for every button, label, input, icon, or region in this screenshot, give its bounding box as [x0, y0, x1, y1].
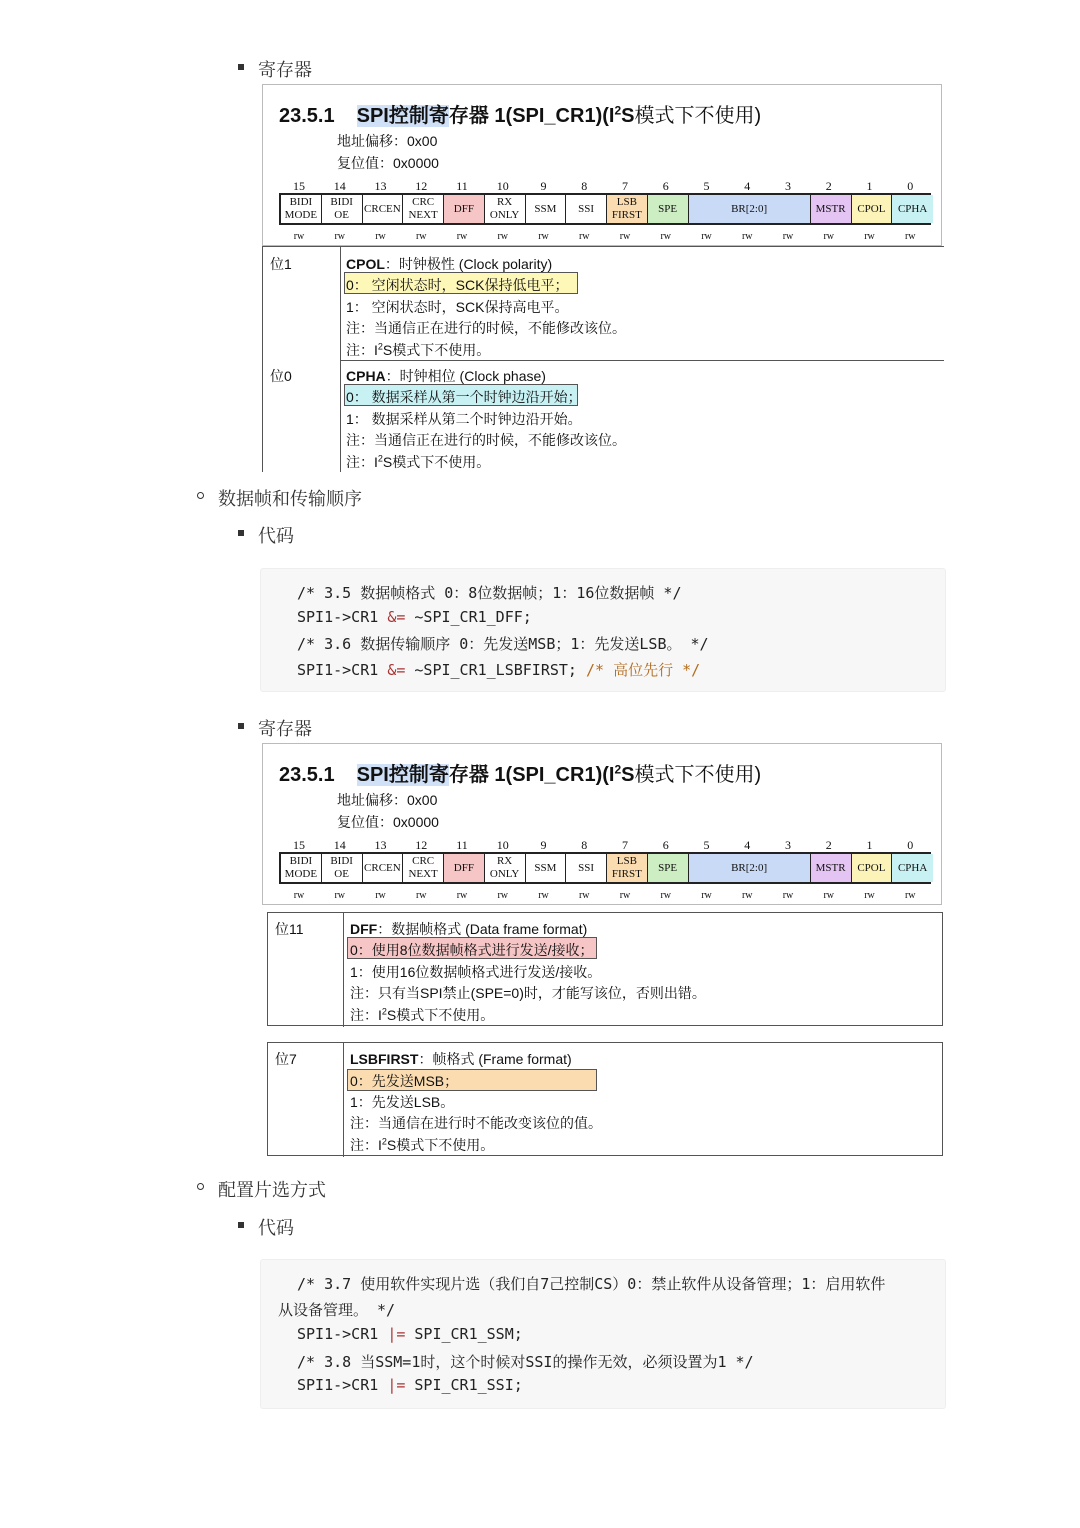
bit-field: BR[2:0] [689, 854, 811, 882]
value-0: 0： 数据采样从第一个时钟边沿开始； [346, 389, 582, 405]
code-comment: /* 3.7 使用软件实现片选（我们自7己控制CS）0：禁止软件从设备管理；1：启用软件 [297, 1275, 886, 1293]
register-figure [262, 743, 942, 905]
bit-field: DFF [444, 195, 485, 223]
code-comment: 从设备管理。 */ [278, 1301, 396, 1319]
access-row [279, 231, 931, 243]
bit-number: 14 [333, 179, 346, 193]
access-type: rw [619, 231, 631, 242]
bit-field: BIDI OE [322, 195, 363, 223]
bit-description-table [262, 246, 944, 472]
access-type: rw [864, 231, 875, 242]
access-type: rw [701, 890, 712, 901]
access-type: rw [823, 231, 835, 242]
bit-field-row [279, 193, 931, 225]
access-type: rw [538, 890, 549, 901]
bit-number: 4 [744, 838, 751, 852]
bit-number: 1 [866, 179, 873, 193]
bit-number: 4 [744, 179, 751, 193]
bit-position: 位1 [270, 256, 292, 272]
access-type: rw [782, 231, 794, 242]
bit-number: 3 [785, 838, 791, 852]
bit-position: 位7 [275, 1051, 297, 1067]
reset-value: 复位值：0x0000 [337, 155, 439, 171]
list-bullet [238, 1222, 244, 1228]
value-0: 0： 空闲状态时，SCK保持低电平； [346, 277, 569, 293]
bit-position: 位0 [270, 368, 292, 384]
bit-field: BR[2:0] [689, 195, 811, 223]
bit-position: 位11 [275, 921, 304, 937]
bit-field: SSM [526, 854, 567, 882]
bit-number: 5 [703, 179, 710, 193]
bit-number: 2 [825, 179, 832, 193]
bit-field: DFF [444, 854, 485, 882]
code-label: 代码 [258, 526, 294, 546]
bit-number: 7 [622, 179, 628, 193]
code-comment: /* 3.8 当SSM=1时，这个时候对SSI的操作无效，必须设置为1 */ [297, 1353, 754, 1371]
value-1: 1： 数据采样从第二个时钟边沿开始。 [346, 411, 582, 427]
access-type: rw [660, 890, 672, 901]
access-type: rw [823, 890, 835, 901]
bit-field: CPHA [892, 854, 933, 882]
value-1: 1： 空闲状态时，SCK保持高电平。 [346, 299, 569, 315]
bit-number: 8 [581, 179, 588, 193]
access-type: rw [741, 231, 753, 242]
bit-number: 3 [785, 179, 791, 193]
access-type: rw [864, 890, 875, 901]
access-type: rw [375, 231, 386, 242]
register-label: 寄存器 [258, 719, 312, 739]
access-type: rw [293, 231, 305, 242]
bit-number: 6 [662, 179, 669, 193]
bit-number: 0 [907, 179, 914, 193]
bit-number: 12 [415, 179, 428, 193]
bit-numbers [279, 179, 931, 193]
access-type: rw [415, 890, 427, 901]
access-type: rw [334, 231, 346, 242]
bit-number: 6 [662, 838, 669, 852]
bit-field: LSB FIRST [607, 195, 648, 223]
field-title: CPOL：时钟极性 (Clock polarity) [346, 256, 553, 272]
value-1: 1：先发送LSB。 [350, 1094, 455, 1110]
bit-field: RX ONLY [485, 195, 526, 223]
list-bullet [197, 1183, 204, 1190]
value-0: 0：使用8位数据帧格式进行发送/接收； [350, 942, 594, 958]
bit-number: 9 [540, 179, 547, 193]
bit-number: 7 [622, 838, 628, 852]
bit-number: 11 [456, 838, 468, 852]
code-comment: /* 3.6 数据传输顺序 0：先发送MSB；1：先发送LSB。 */ [297, 635, 709, 653]
bit-number: 5 [703, 838, 710, 852]
access-type: rw [701, 231, 712, 242]
code-label: 代码 [258, 1218, 294, 1238]
list-bullet [238, 723, 244, 729]
bit-description-table [267, 912, 943, 1026]
note: 注：$I^2S$模式下不使用。 [350, 1136, 495, 1153]
note: 注：当通信在进行时不能改变该位的值。 [350, 1115, 602, 1131]
note: 注：当通信正在进行的时候，不能修改该位。 [346, 320, 626, 336]
bit-field-row [279, 852, 931, 884]
code-line: SPI1->CR1 &= ~SPI_CR1_LSBFIRST; /* 高位先行 */ [297, 661, 701, 679]
bit-field: BIDI OE [322, 854, 363, 882]
bit-number: 13 [374, 179, 387, 193]
bit-number: 11 [456, 179, 468, 193]
access-type: rw [538, 231, 549, 242]
code-line: SPI1->CR1 &= ~SPI_CR1_DFF; [297, 608, 532, 626]
figure-title: 23.5.1 SPI控制寄存器 $1(SPI\_CR1)(I^2S$模式下不使用) [279, 103, 762, 127]
access-type: rw [456, 890, 468, 901]
note: 注：$I^2S$模式下不使用。 [350, 1006, 495, 1023]
bit-numbers [279, 838, 931, 852]
bit-number: 10 [496, 179, 509, 193]
figure-title: 23.5.1 SPI控制寄存器 $1(SPI\_CR1)(I^2S$模式下不使用) [279, 762, 762, 786]
field-title: LSBFIRST：帧格式 (Frame format) [350, 1051, 572, 1067]
bit-field: SSI [566, 195, 607, 223]
access-type: rw [578, 890, 590, 901]
address-offset: 地址偏移：0x00 [337, 133, 438, 149]
bit-number: 8 [581, 838, 588, 852]
bit-number: 1 [866, 838, 873, 852]
bit-field: CRCEN [363, 195, 404, 223]
code-comment: /* 3.5 数据帧格式 0：8位数据帧；1：16位数据帧 */ [297, 584, 682, 602]
access-type: rw [293, 890, 305, 901]
section-heading: 配置片选方式 [218, 1180, 326, 1200]
note: 注：当通信正在进行的时候，不能修改该位。 [346, 432, 626, 448]
code-block[interactable] [260, 568, 946, 692]
bit-field: SSI [566, 854, 607, 882]
access-type: rw [456, 231, 468, 242]
bit-field: MSTR [811, 195, 852, 223]
bit-field: MSTR [811, 854, 852, 882]
access-type: rw [497, 231, 509, 242]
access-type: rw [619, 890, 631, 901]
bit-number: 9 [540, 838, 547, 852]
bit-number: 2 [825, 838, 832, 852]
bit-number: 10 [496, 838, 509, 852]
bit-field: CRCEN [363, 854, 404, 882]
field-title: DFF：数据帧格式 (Data frame format) [350, 921, 588, 937]
access-row [279, 890, 931, 902]
bit-number: 14 [333, 838, 346, 852]
bit-field: LSB FIRST [607, 854, 648, 882]
access-type: rw [660, 231, 672, 242]
access-type: rw [334, 890, 346, 901]
note: 注：$I^2S$模式下不使用。 [346, 453, 491, 470]
bit-field: CPHA [892, 195, 933, 223]
register-label: 寄存器 [258, 60, 312, 80]
bit-number: 0 [907, 838, 914, 852]
access-type: rw [904, 231, 916, 242]
list-bullet [197, 492, 204, 499]
bit-field: CRC NEXT [403, 195, 444, 223]
value-1: 1：使用16位数据帧格式进行发送/接收。 [350, 964, 602, 980]
bit-field: BIDI MODE [281, 854, 322, 882]
note: 注：$I^2S$模式下不使用。 [346, 341, 491, 358]
section-heading: 数据帧和传输顺序 [218, 489, 362, 509]
access-type: rw [782, 890, 794, 901]
list-bullet [238, 530, 244, 536]
bit-field: SPE [648, 854, 689, 882]
bit-number: 15 [293, 838, 305, 852]
register-figure [262, 84, 942, 246]
bit-field: SPE [648, 195, 689, 223]
access-type: rw [415, 231, 427, 242]
code-line: SPI1->CR1 |= SPI_CR1_SSI; [297, 1376, 523, 1394]
note: 注：只有当SPI禁止(SPE=0)时，才能写该位，否则出错。 [350, 985, 706, 1001]
field-title: CPHA：时钟相位 (Clock phase) [346, 368, 546, 384]
access-type: rw [741, 890, 753, 901]
value-0: 0：先发送MSB； [350, 1073, 459, 1089]
list-bullet [238, 64, 244, 70]
code-block[interactable] [260, 1259, 946, 1409]
reset-value: 复位值：0x0000 [337, 814, 439, 830]
bit-number: 15 [293, 179, 305, 193]
bit-number: 13 [374, 838, 387, 852]
bit-number: 12 [415, 838, 428, 852]
bit-field: BIDI MODE [281, 195, 322, 223]
bit-description-table [267, 1042, 943, 1156]
access-type: rw [497, 890, 509, 901]
access-type: rw [375, 890, 386, 901]
bit-field: CRC NEXT [403, 854, 444, 882]
access-type: rw [904, 890, 916, 901]
address-offset: 地址偏移：0x00 [337, 792, 438, 808]
bit-field: SSM [526, 195, 567, 223]
bit-field: RX ONLY [485, 854, 526, 882]
bit-field: CPOL [852, 195, 893, 223]
bit-field: CPOL [852, 854, 893, 882]
code-line: SPI1->CR1 |= SPI_CR1_SSM; [297, 1325, 523, 1343]
access-type: rw [578, 231, 590, 242]
